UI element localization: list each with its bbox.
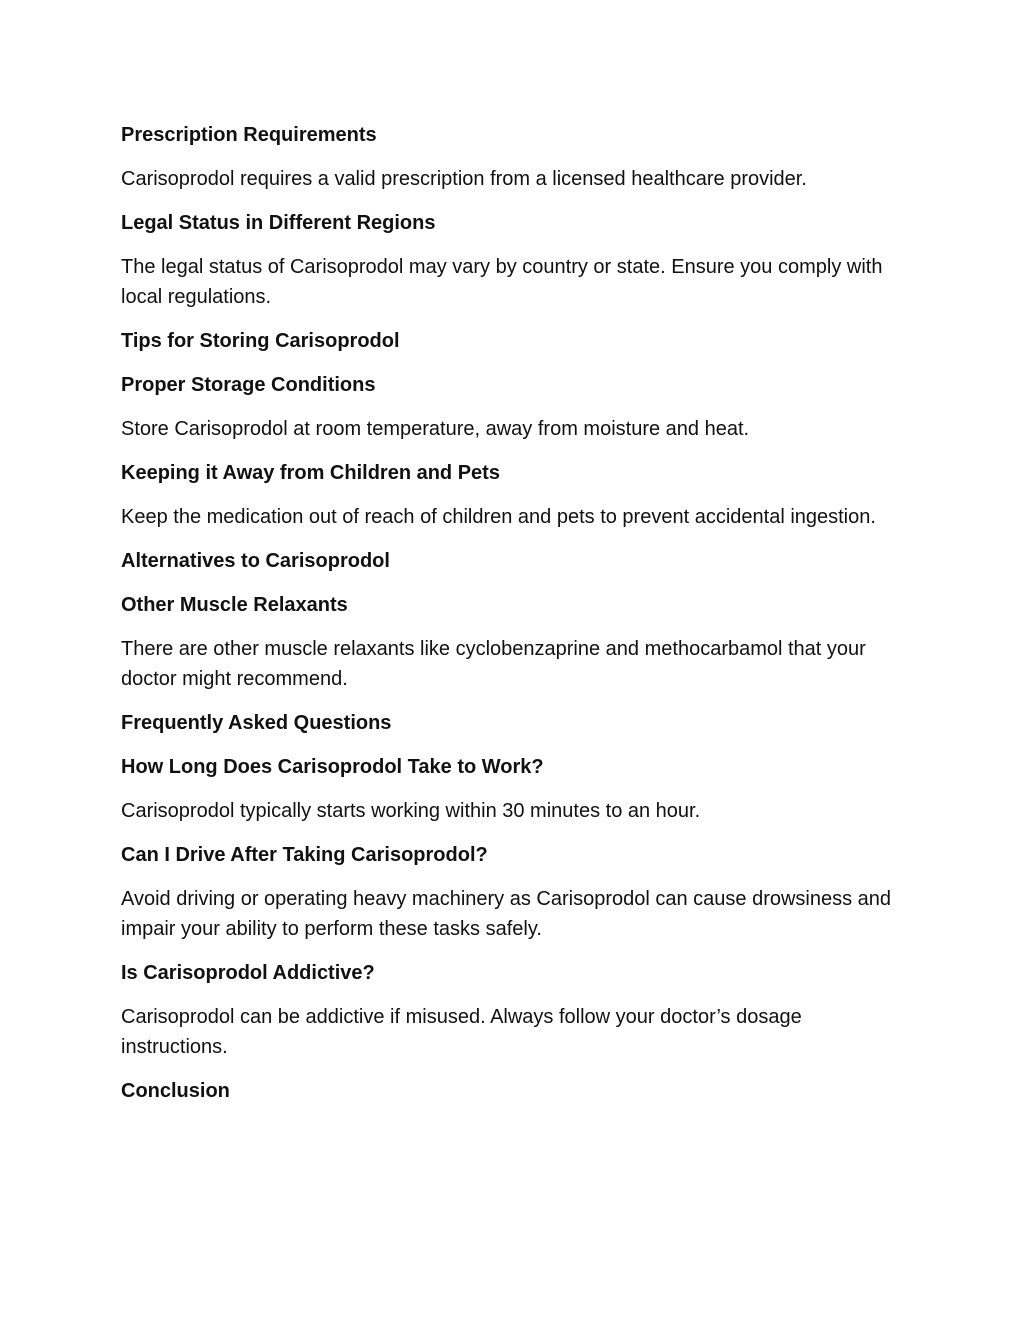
heading-drive: Can I Drive After Taking Carisoprodol?: [121, 844, 488, 866]
heading-other-relaxants: Other Muscle Relaxants: [121, 594, 348, 616]
heading-how-long: How Long Does Carisoprodol Take to Work?: [121, 756, 544, 778]
paragraph-addictive: Carisoprodol can be addictive if misused. Always follow your doctor’s dosage instructions.: [121, 1006, 802, 1058]
paragraph-drive: Avoid driving or operating heavy machinery as Carisoprodol can cause drowsiness and impair your ability to perform these tasks safely.: [121, 888, 892, 940]
heading-tips-storing: Tips for Storing Carisoprodol: [121, 330, 400, 352]
paragraph-proper-storage: Store Carisoprodol at room temperature, away from moisture and heat.: [121, 418, 750, 440]
paragraph-legal-status: The legal status of Carisoprodol may vary by country or state. Ensure you comply with local regulations.: [121, 256, 883, 308]
heading-legal-status: Legal Status in Different Regions: [121, 212, 436, 234]
paragraph-children-pets: Keep the medication out of reach of children and pets to prevent accidental ingestion.: [121, 506, 876, 528]
paragraph-how-long: Carisoprodol typically starts working within 30 minutes to an hour.: [121, 800, 701, 822]
heading-addictive: Is Carisoprodol Addictive?: [121, 962, 375, 984]
heading-proper-storage: Proper Storage Conditions: [121, 374, 376, 396]
heading-children-pets: Keeping it Away from Children and Pets: [121, 462, 500, 484]
paragraph-prescription: Carisoprodol requires a valid prescription from a licensed healthcare provider.: [121, 168, 807, 190]
paragraph-other-relaxants: There are other muscle relaxants like cyclobenzaprine and methocarbamol that your doctor might recommend.: [121, 638, 866, 690]
heading-conclusion: Conclusion: [121, 1080, 230, 1102]
heading-faq: Frequently Asked Questions: [121, 712, 392, 734]
document-page: [121, 120, 911, 1120]
heading-prescription-requirements: Prescription Requirements: [121, 124, 377, 146]
heading-alternatives: Alternatives to Carisoprodol: [121, 550, 390, 572]
